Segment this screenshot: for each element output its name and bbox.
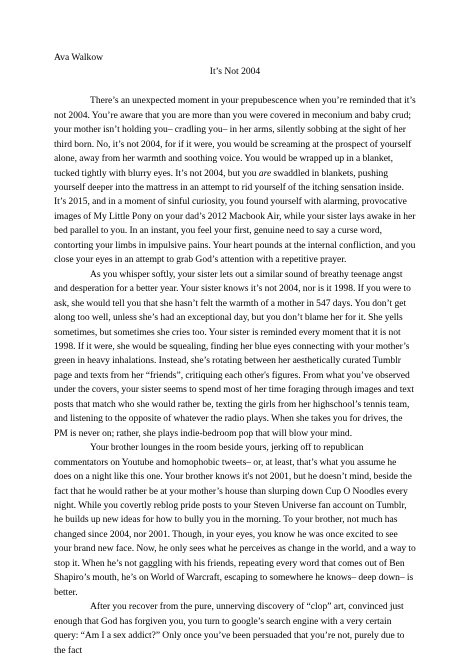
paragraph-1 [54, 94, 416, 267]
document-body [54, 51, 416, 658]
paragraph-1-text-b: swaddled in blankets, pushing yourself deeper into the mattress in an attempt to rid yourself of the itching sensation inside. It’s 2015, and in a moment of sinful curiosity, you found yourself with alarming, provocative images of My Little Pony on your dad’s 2012 Macbook Air, while your sister lays awake in her bed parallel to you. In an instant, you feel your first, genuine need to say a curse word, contorting your limbs in impulsive pains. Your heart pounds at the internal confliction, and you close your eyes in an attempt to grab God’s attention with a repetitive prayer. [54, 167, 416, 266]
paragraph-2 [54, 268, 416, 441]
author-name: Ava Walkow [54, 52, 103, 63]
blank-line [54, 80, 416, 94]
paragraph-1-emphasis: are [258, 167, 272, 179]
paragraph-3 [54, 441, 416, 600]
paragraph-4-text: After you recover from the pure, unnerving discovery of “clop” art, convinced just enough that God has forgiven you, you turn to google’s search engine with a very certain query: “Am I a sex addict?” Only once you’ve been persuaded that you’re not, purely due to the fact [54, 601, 405, 656]
document-title: It’s Not 2004 [209, 66, 261, 78]
paragraph-3-text: Your brother lounges in the room beside yours, jerking off to republican commentators on Youtube and homophobic tweets– or, at least, that’s what you assume he does on a night like this one. Your brother knows it's not 2001, but he doesn’t mind, beside the fact that he would rather be at your mother’s house than slurping down Cup O Noodles every night. While you covertly reblog pride posts to your Steven Universe fan account on Tumblr, he builds up new ideas for how to bully you in the morning. To your brother, not much has changed since 2004, nor 2001. Though, in your eyes, you know he was once excited to see your brand new face. Now, he only sees what he perceives as change in the world, and a way to stop it. When he’s not gaggling with his friends, repeating every word that comes out of Ben Shapiro’s mouth, he’s on World of Warcraft, escaping to somewhere he knows– deep down– is better. [54, 442, 416, 598]
paragraph-2-text: As you whisper softly, your sister lets out a similar sound of breathy teenage angst and desperation for a better year. Your sister knows it’s not 2004, nor is it 1998. If you were to ask, she would tell you that she hasn’t felt the warmth of a mother in 547 days. You don’t get along too well, unless she’s had an exceptional day, but you don’t blame her for it. She yells sometimes, but sometimes she cries too. Your sister is reminded every moment that it is not 1998. If it were, she would be squealing, finding her blue eyes connecting with your mother’s green in heavy inhalations. Instead, she’s rotating between her aesthetically curated Tumblr page and texts from her “friends”, critiquing each other's figures. From what you’ve observed under the covers, your sister seems to spend most of her time foraging through images and text posts that match who she would rather be, texting the girls from her highschool’s tennis team, and listening to the opposite of whatever the radio plays. When she takes you for drives, the PM is never on; rather, she plays indie-bedroom pop that will blow your mind. [54, 268, 415, 439]
paragraph-1-text-a: There’s an unexpected moment in your prepubescence when you’re reminded that it’s not 2004. You’re aware that you are more than you were covered in meconium and baby crud; your mother isn’t holding you– cradling you– in her arms, silently sobbing at the sight of her third born. No, it’s not 2004, for if it were, you would be screaming at the prospect of yourself alone, away from her warmth and soothing voice. You would be wrapped up in a blanket, tucked tightly with blurry eyes. It’s not 2004, but you [54, 95, 416, 179]
